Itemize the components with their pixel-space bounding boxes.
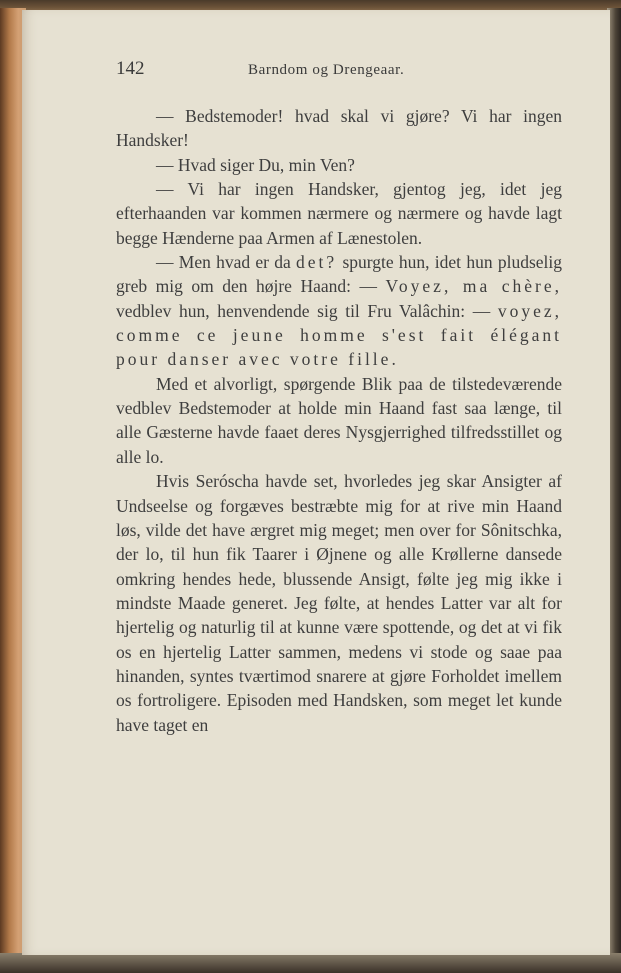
page-number: 142 — [116, 58, 145, 79]
paragraph-5: Med et alvorligt, spørgende Blik paa de tilstedeværende vedblev Bedstemoder at holde min Haand fast saa længe, til alle Gæsterne havde faaet deres Nysgjerrighed tilfredsstillet og alle lo. — [116, 373, 562, 467]
p4-french-voyez: Voyez, ma chère, — [385, 276, 562, 297]
paragraph-2: — Hvad siger Du, min Ven? — [156, 154, 355, 175]
p4-text-c: spurgte hun, idet hun pludselig greb mig om den højre Haand: — — [116, 252, 562, 297]
book-page — [22, 10, 610, 955]
paragraph-3: — Vi har ingen Handsker, gjentog jeg, idet jeg efterhaanden var kommen nærmere og nærmere og havde lagt begge Hænderne paa Armen af Lænestolen. — [116, 179, 562, 248]
body-text — [116, 104, 562, 737]
paragraph-6: Hvis Seróscha havde set, hvorledes jeg skar Ansigter af Undseelse og forgæves bestræbte mig for at rive min Haand løs, vilde det have ærgret mig meget; men over for Sônitschka, der lo, til hun fik Taarer i Øjnene og alle Krøllerne dansede omkring hendes hede, blussende Ansigt, følte jeg mig ikke i mindste Maade generet. Jeg følte, at hendes Latter var alt for hjertelig og naturlig til at kunne være spottende, og det at vi fik os en hjertelig Latter sammen, medens vi stode og saae paa hinanden, syntes tværtimod snarere at gjøre Forholdet imellem os fortroligere. Episoden med Handsken, som meget let kunde have taget en — [116, 471, 562, 735]
page-header — [22, 58, 610, 86]
p4-spaced-det: det? — [296, 252, 338, 273]
p4-text-a: — Men hvad er da — [156, 252, 291, 273]
p4-text-e: vedblev hun, henvendende sig til Fru Valâchin: — — [116, 300, 491, 321]
book-bottom-edge — [0, 953, 621, 973]
paragraph-4 — [116, 250, 562, 372]
paragraph-1: — Bedstemoder! hvad skal vi gjøre? Vi har ingen Handsker! — [116, 106, 562, 151]
p4-french-quote: voyez, comme ce jeune homme s'est fait élégant pour danser avec votre fille. — [116, 300, 563, 370]
running-title: Barndom og Drengeaar. — [248, 62, 405, 78]
